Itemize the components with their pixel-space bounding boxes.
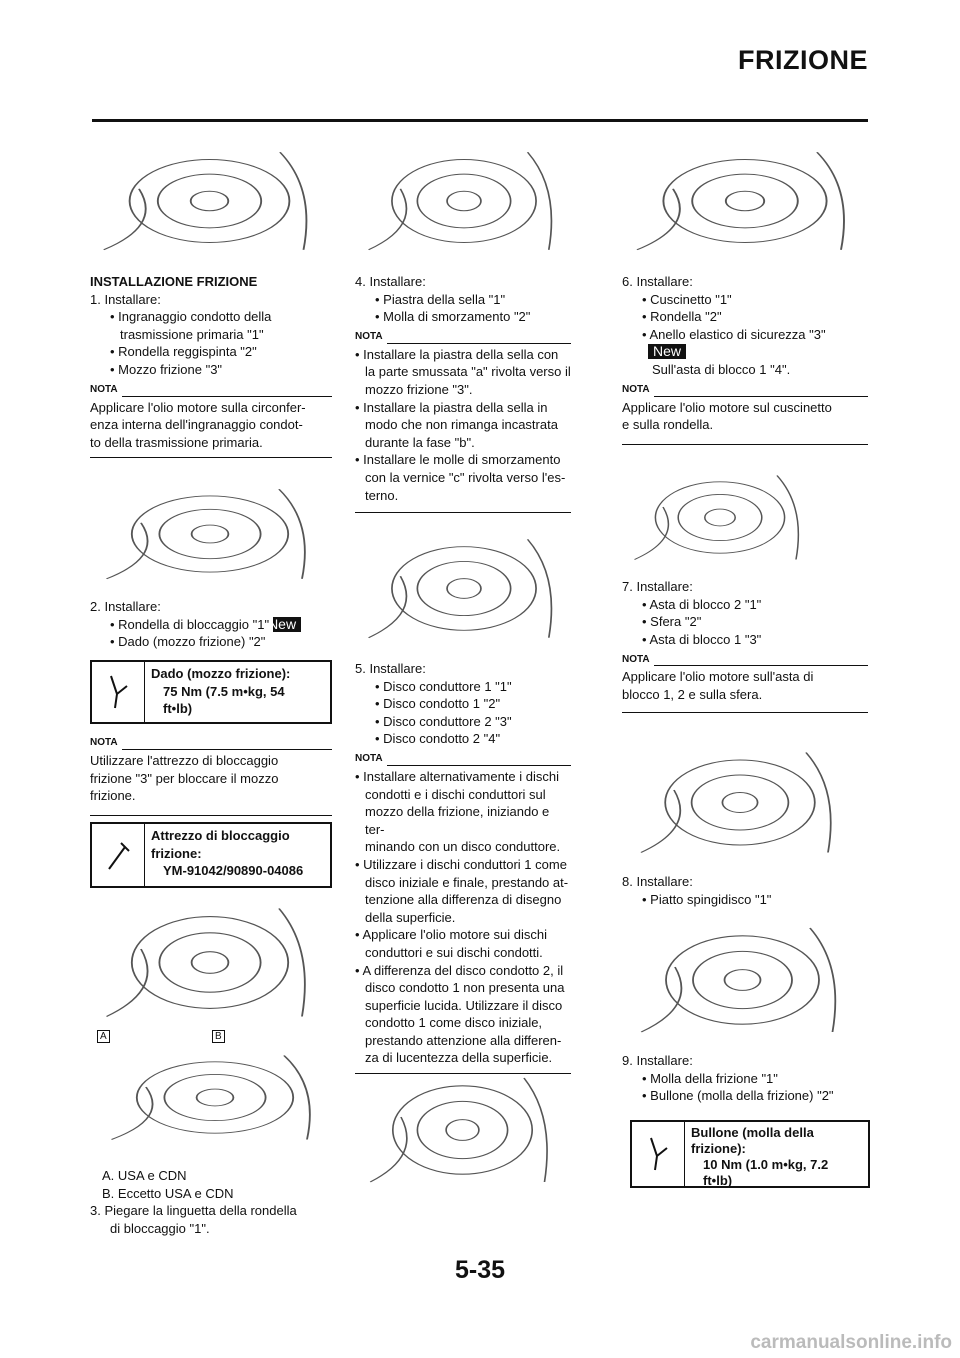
list-item: • Disco conduttore 1 "1" (355, 678, 571, 696)
step-3: di bloccaggio "1". (110, 1220, 210, 1236)
nota-text: Applicare l'olio motore sull'asta di (622, 669, 814, 685)
list-item: • Piastra della sella "1" (355, 291, 571, 309)
torque-spec-box (90, 660, 332, 724)
nota-text: mozzo della frizione, iniziando e ter- (365, 804, 550, 837)
nota-text: • Applicare l'olio motore sui dischi (355, 926, 571, 944)
section-heading: INSTALLAZIONE FRIZIONE (90, 274, 258, 289)
list-item: • Rondella reggispinta "2" (90, 343, 332, 361)
spec-value: ft•lb) (163, 701, 193, 717)
new-badge: New (273, 617, 301, 632)
nota-text: to della trasmissione primaria. (90, 434, 263, 450)
fig-label-a: A (97, 1030, 110, 1043)
nota-text: • Installare la piastra della sella in (355, 399, 571, 417)
nota-text: minando con un disco conduttore. (365, 839, 561, 855)
nota-text: frizione. (90, 788, 136, 804)
nota-text: con la vernice "c" rivolta verso l'es- (365, 469, 566, 485)
step-6: 6. Installare: (622, 274, 693, 289)
list-item: • Asta di blocco 1 "3" (622, 631, 868, 649)
header-rule (92, 119, 868, 122)
torque-wrench-icon (632, 1122, 685, 1186)
figure-push-rod-install (630, 740, 850, 865)
nota-text: la parte smussata "a" rivolta verso il (365, 364, 571, 380)
step-5: 5. Installare: (355, 661, 426, 676)
spec-value: 75 Nm (7.5 m•kg, 54 (163, 683, 285, 699)
nota-text: blocco 1, 2 e sulla sfera. (622, 686, 763, 702)
nota-heading: NOTA (622, 385, 868, 399)
tool-label: Attrezzo di bloccaggio (151, 828, 290, 843)
figure-pressure-plate (358, 140, 570, 262)
list-item: • Ingranaggio condotto della (90, 308, 332, 326)
legend-a: A. USA e CDN (102, 1168, 187, 1183)
list-item: • Disco condotto 2 "4" (355, 730, 571, 748)
nota-text: disco iniziale e finale, prestando at- (365, 874, 569, 890)
step-8: 8. Installare: (622, 874, 693, 889)
step-1: 1. Installare: (90, 291, 161, 307)
figure-damper-spring (358, 527, 570, 650)
nota-text: e sulla rondella. (622, 417, 714, 433)
nota-text: Utilizzare l'attrezzo di bloccaggio (90, 753, 279, 768)
nota-text: prestando attenzione alla differen- (365, 1032, 562, 1048)
step-2: 2. Installare: (90, 599, 161, 614)
nota-heading: NOTA (622, 654, 868, 668)
figure-push-rod-parts (625, 465, 815, 570)
figure-tool-variants (100, 1045, 330, 1150)
step-3: 3. Piegare la linguetta della rondella (90, 1203, 297, 1219)
nota-text: durante la fase "b". (365, 434, 475, 450)
nota-text: condotto 1 come disco iniziale, (365, 1015, 543, 1031)
spec-label: Bullone (molla della (691, 1125, 814, 1140)
nota-text: superficie lucida. Utilizzare il disco (365, 997, 563, 1013)
list-item: • Asta di blocco 2 "1" (622, 596, 868, 614)
figure-holding-tool (95, 895, 325, 1030)
nota-text: modo che non rimanga incastrata (365, 417, 558, 433)
nota-text: • Installare alternativamente i dischi (355, 768, 571, 786)
list-item: • Cuscinetto "1" (622, 291, 868, 309)
nota-text: • Installare la piastra della sella con (355, 346, 571, 364)
nota-text: della superficie. (365, 909, 456, 925)
list-item: • Molla di smorzamento "2" (355, 308, 571, 326)
nota-text: enza interna dell'ingranaggio condot- (90, 417, 303, 433)
nota-text: tenzione alla differenza di disegno (365, 892, 562, 908)
fig-label-b: B (212, 1030, 225, 1043)
torque-spec-box (630, 1120, 870, 1188)
figure-friction-plates (625, 140, 865, 262)
nota-text: frizione "3" per bloccare il mozzo (90, 770, 279, 786)
step-note: Sull'asta di blocco 1 "4". (652, 361, 791, 377)
nota-text: conduttori e sui dischi condotti. (365, 944, 543, 960)
tool-part-number: YM-91042/90890-04086 (163, 863, 304, 879)
nota-text: condotti e i dischi conduttori sul (365, 786, 546, 802)
nota-text: Applicare l'olio motore sulla circonfer- (90, 399, 306, 415)
tool-icon (92, 824, 145, 886)
spec-value: ft•lb) (703, 1173, 733, 1188)
new-badge: New (648, 344, 686, 359)
nota-text: terno. (365, 487, 399, 503)
list-item: • Sfera "2" (622, 613, 868, 631)
nota-heading: NOTA (355, 332, 571, 346)
nota-text: Applicare l'olio motore sul cuscinetto (622, 399, 832, 415)
watermark: carmanualsonline.info (750, 1332, 952, 1354)
step-9: 9. Installare: (622, 1053, 693, 1068)
figure-clutch-boss-tool (92, 140, 327, 262)
figure-pressure-plate-install (630, 915, 855, 1045)
step-7: 7. Installare: (622, 579, 693, 594)
list-item: • Disco condotto 1 "2" (355, 695, 571, 713)
step-4: 4. Installare: (355, 274, 426, 289)
spec-label: frizione): (691, 1141, 746, 1156)
nota-text: mozzo frizione "3". (365, 381, 473, 397)
nota-text: za di lucentezza della superficie. (365, 1050, 553, 1066)
list-item: • Dado (mozzo frizione) "2" (90, 633, 332, 651)
legend-b: B. Eccetto USA e CDN (102, 1185, 234, 1201)
nota-text: disco condotto 1 non presenta una (365, 980, 565, 996)
list-item: trasmissione primaria "1" (120, 326, 264, 342)
spec-value: 10 Nm (1.0 m•kg, 7.2 (703, 1157, 829, 1172)
nota-heading: NOTA (90, 738, 332, 752)
tool-label: frizione: (151, 845, 202, 861)
figure-clutch-assembly (95, 478, 325, 590)
torque-wrench-icon (92, 662, 145, 722)
figure-clutch-plates (360, 1065, 565, 1195)
spec-label: Dado (mozzo frizione): (151, 666, 291, 681)
nota-text: • A differenza del disco condotto 2, il (355, 962, 571, 980)
list-item: • Rondella "2" (622, 308, 868, 326)
nota-heading: NOTA (90, 385, 332, 399)
list-item: • Anello elastico di sicurezza "3" (622, 326, 868, 344)
nota-text: • Installare le molle di smorzamento (355, 451, 571, 469)
page-number: 5-35 (454, 1256, 506, 1284)
list-item: • Rondella di bloccaggio "1"New (90, 616, 332, 634)
special-tool-box (90, 822, 332, 888)
section-title: FRIZIONE (738, 45, 868, 75)
list-item: • Disco conduttore 2 "3" (355, 713, 571, 731)
list-item: • Mozzo frizione "3" (90, 361, 332, 379)
nota-text: • Utilizzare i dischi conduttori 1 come (355, 856, 571, 874)
nota-heading: NOTA (355, 754, 571, 768)
list-item: • Piatto spingidisco "1" (622, 891, 868, 909)
list-item: • Bullone (molla della frizione) "2" (622, 1087, 868, 1105)
list-item: • Molla della frizione "1" (622, 1070, 868, 1088)
